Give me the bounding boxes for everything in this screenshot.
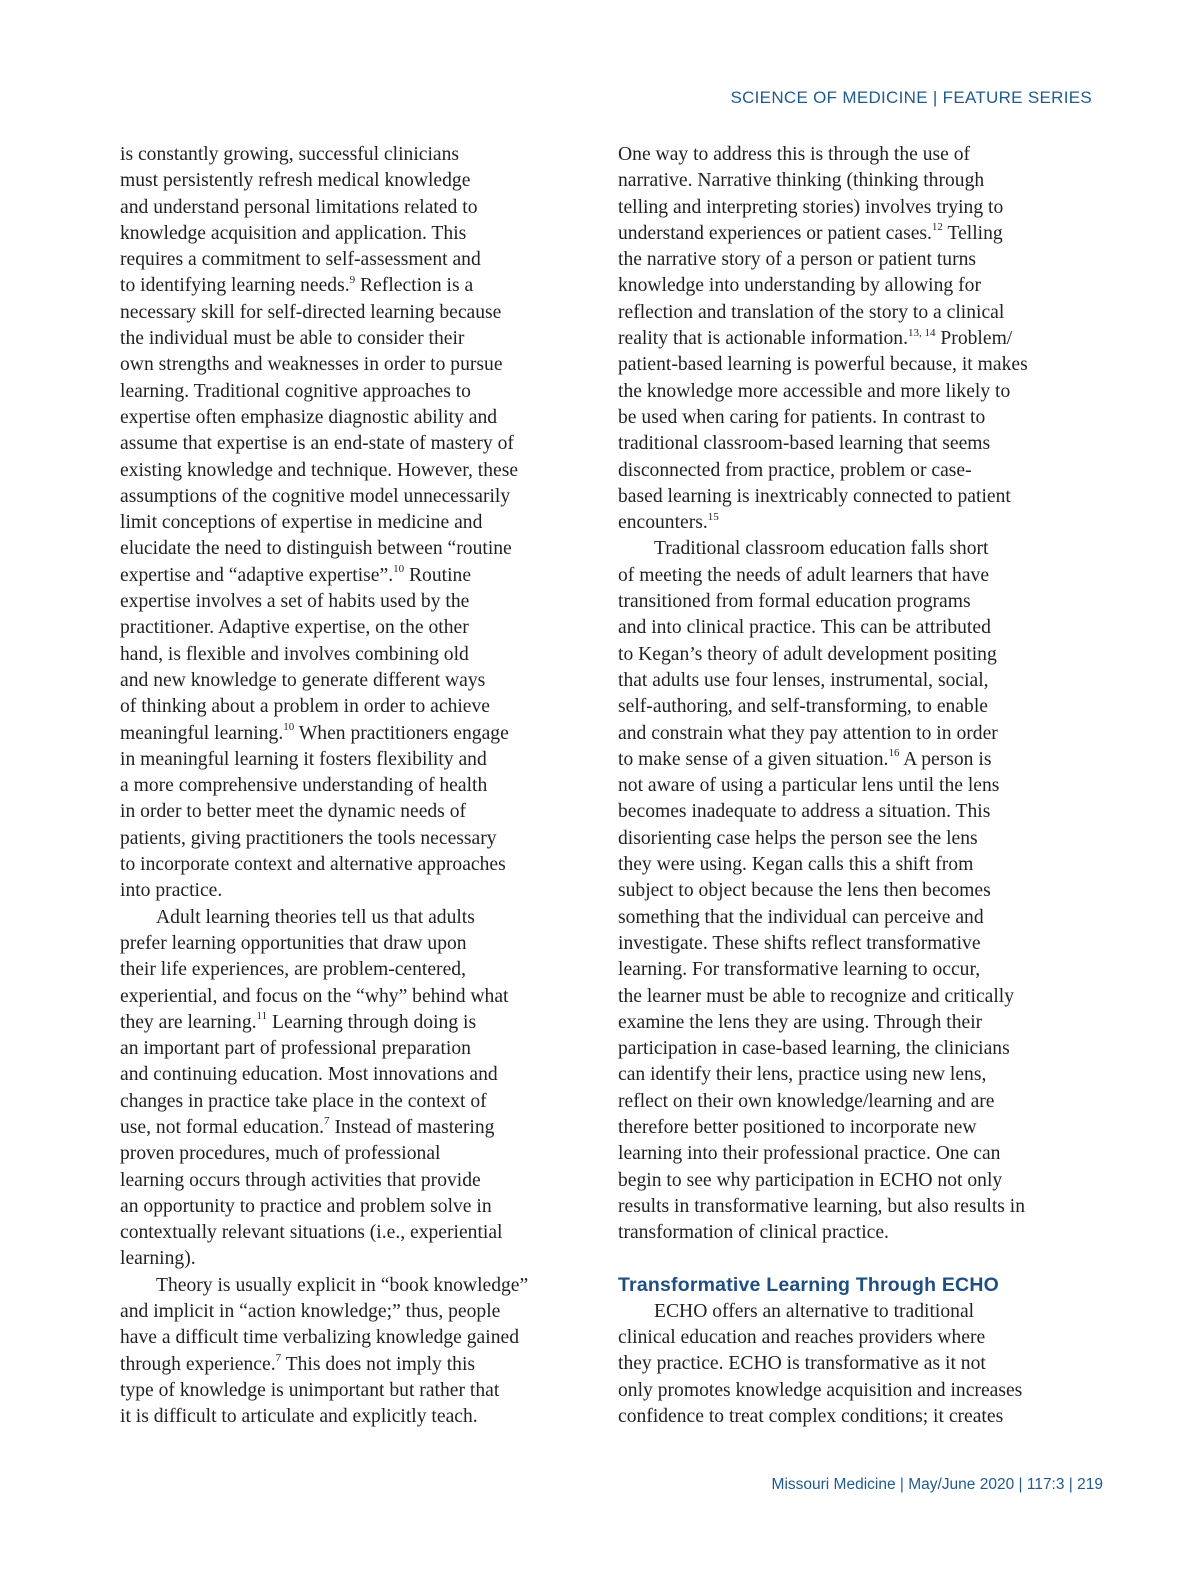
text-line — [120, 799, 560, 825]
text-line — [618, 563, 1068, 589]
text-line — [120, 484, 560, 510]
line-text: knowledge into understanding by allowing for — [618, 275, 981, 297]
line-text: expertise often emphasize diagnostic ability and — [120, 406, 498, 428]
line-text: to identifying learning needs. — [120, 275, 350, 297]
line-text: type of knowledge is unimportant but rather that — [120, 1379, 500, 1401]
line-text: Theory is usually explicit in “book knowledge” — [156, 1274, 529, 1296]
line-text: their life experiences, are problem-centered, — [120, 959, 466, 981]
line-text: reflect on their own knowledge/learning and are — [618, 1090, 995, 1112]
text-line — [120, 1010, 560, 1036]
line-text: the learner must be able to recognize and critically — [618, 985, 1015, 1007]
text-line — [618, 247, 1068, 273]
text-line — [618, 905, 1068, 931]
line-text: experiential, and focus on the “why” behind what — [120, 985, 509, 1007]
text-line — [120, 563, 560, 589]
citation-superscript: 10 — [283, 721, 295, 733]
text-line — [120, 1325, 560, 1351]
line-text: proven procedures, much of professional — [120, 1143, 441, 1165]
text-line — [618, 1325, 1068, 1351]
text-line — [618, 326, 1068, 352]
line-text: existing knowledge and technique. However, these — [120, 459, 519, 481]
line-text: that adults use four lenses, instrumental, social, — [618, 669, 989, 691]
line-text: a more comprehensive understanding of health — [120, 775, 488, 797]
line-text: disorienting case helps the person see the lens — [618, 827, 978, 849]
line-text: an opportunity to practice and problem solve in — [120, 1195, 492, 1217]
text-line — [120, 668, 560, 694]
text-line — [120, 221, 560, 247]
line-text: learning occurs through activities that provide — [120, 1169, 481, 1191]
text-line — [618, 589, 1068, 615]
line-text-continued: Instead of mastering — [329, 1116, 495, 1138]
text-line — [618, 536, 1068, 562]
line-text: understand experiences or patient cases. — [618, 222, 932, 244]
text-line — [120, 773, 560, 799]
text-line — [120, 826, 560, 852]
line-text-continued: When practitioners engage — [294, 722, 509, 744]
line-text: One way to address this is through the use of — [618, 144, 971, 165]
citation-superscript: 7 — [275, 1352, 282, 1365]
line-text: patients, giving practitioners the tools necessary — [120, 827, 497, 849]
text-line — [120, 431, 560, 457]
text-line — [618, 799, 1068, 825]
line-text: becomes inadequate to address a situation. This — [618, 801, 991, 823]
text-line — [120, 1194, 560, 1220]
line-text: into practice. — [120, 880, 223, 902]
text-line — [120, 589, 560, 615]
text-line — [618, 721, 1068, 747]
text-line — [120, 1168, 560, 1194]
line-text: to make sense of a given situation. — [618, 748, 889, 770]
line-text: transitioned from formal education programs — [618, 591, 971, 613]
text-line — [618, 484, 1068, 510]
page-footer: Missouri Medicine | May/June 2020 | 117:3 | 219 — [771, 1476, 1103, 1493]
text-line — [618, 1220, 1068, 1246]
line-text: something that the individual can perceive and — [618, 906, 984, 928]
line-text: practitioner. Adaptive expertise, on the other — [120, 617, 469, 639]
text-line — [618, 1089, 1068, 1115]
section-body — [618, 1299, 1068, 1430]
line-text: and implicit in “action knowledge;” thus, people — [120, 1301, 501, 1323]
text-line — [120, 721, 560, 747]
line-text: not aware of using a particular lens until the lens — [618, 775, 1000, 797]
line-text: and new knowledge to generate different ways — [120, 669, 486, 691]
text-line — [618, 931, 1068, 957]
text-line — [120, 1352, 560, 1378]
line-text: they are learning. — [120, 1011, 257, 1033]
line-text: own strengths and weaknesses in order to pursue — [120, 354, 503, 376]
line-text: learning. For transformative learning to occur, — [618, 959, 981, 981]
text-line — [120, 458, 560, 484]
line-text: assume that expertise is an end-state of mastery of — [120, 433, 514, 455]
text-line — [618, 168, 1068, 194]
line-text: meaningful learning. — [120, 722, 284, 744]
text-line — [120, 905, 560, 931]
line-text: only promotes knowledge acquisition and increases — [618, 1379, 1023, 1401]
text-line — [618, 1378, 1068, 1404]
line-text: they were using. Kegan calls this a shift from — [618, 854, 974, 876]
text-line — [618, 984, 1068, 1010]
text-line — [120, 878, 560, 904]
line-text-continued: Learning through doing is — [267, 1011, 477, 1033]
text-line — [120, 615, 560, 641]
line-text: the narrative story of a person or patient turns — [618, 249, 977, 271]
text-line — [618, 1062, 1068, 1088]
line-text-continued: A person is — [899, 748, 992, 770]
text-line — [618, 1036, 1068, 1062]
line-text: results in transformative learning, but also results in — [618, 1195, 1026, 1217]
line-text-continued: Reflection is a — [355, 275, 474, 297]
line-text: the knowledge more accessible and more likely to — [618, 380, 1011, 402]
text-line — [618, 957, 1068, 983]
text-line — [120, 642, 560, 668]
line-text: must persistently refresh medical knowledge — [120, 170, 471, 192]
line-text: is constantly growing, successful clinicians — [120, 144, 460, 165]
text-line — [120, 379, 560, 405]
right-column — [618, 142, 1068, 1430]
text-line — [618, 878, 1068, 904]
text-line — [120, 1246, 560, 1272]
text-line — [120, 142, 560, 168]
citation-superscript: 12 — [931, 221, 943, 234]
line-text: Adult learning theories tell us that adults — [156, 906, 475, 928]
line-text: expertise and “adaptive expertise”. — [120, 564, 394, 586]
text-line — [618, 1141, 1068, 1167]
text-line — [120, 300, 560, 326]
line-text: begin to see why participation in ECHO not only — [618, 1169, 1003, 1191]
text-line — [120, 326, 560, 352]
text-line — [618, 221, 1068, 247]
text-line — [618, 668, 1068, 694]
line-text: hand, is flexible and involves combining old — [120, 643, 469, 665]
text-line — [618, 405, 1068, 431]
line-text: in meaningful learning it fosters flexibility and — [120, 748, 487, 770]
line-text: they practice. ECHO is transformative as it not — [618, 1353, 986, 1375]
line-text: it is difficult to articulate and explicitly teach. — [120, 1406, 478, 1428]
line-text: and into clinical practice. This can be attributed — [618, 617, 991, 639]
text-line — [120, 694, 560, 720]
line-text: clinical education and reaches providers where — [618, 1327, 986, 1349]
line-text: requires a commitment to self-assessment and — [120, 249, 481, 271]
citation-superscript: 15 — [707, 510, 719, 523]
text-line — [120, 1404, 560, 1430]
line-text: knowledge acquisition and application. This — [120, 222, 467, 244]
line-text: therefore better positioned to incorporate new — [618, 1116, 977, 1138]
text-line — [120, 273, 560, 299]
section-heading: Transformative Learning Through ECHO — [618, 1274, 999, 1297]
text-line — [120, 1378, 560, 1404]
text-line — [618, 826, 1068, 852]
text-line — [120, 1141, 560, 1167]
line-text: learning into their professional practice. One can — [618, 1143, 1001, 1165]
line-text: telling and interpreting stories) involves trying to — [618, 196, 1004, 218]
text-line — [618, 195, 1068, 221]
line-text: of thinking about a problem in order to achieve — [120, 696, 490, 718]
line-text: assumptions of the cognitive model unnecessarily — [120, 485, 511, 507]
line-text: use, not formal education. — [120, 1116, 325, 1138]
text-line — [618, 273, 1068, 299]
line-text: reality that is actionable information. — [618, 328, 909, 350]
line-text-continued: Telling — [942, 222, 1003, 244]
line-text: Traditional classroom education falls short — [654, 538, 989, 560]
left-column — [120, 142, 560, 1431]
line-text: ECHO offers an alternative to traditional — [654, 1300, 975, 1322]
text-line — [120, 957, 560, 983]
right-column-body — [618, 142, 1068, 1246]
line-text: narrative. Narrative thinking (thinking through — [618, 170, 985, 192]
citation-superscript: 9 — [349, 273, 356, 286]
text-line — [618, 142, 1068, 168]
text-line — [120, 405, 560, 431]
text-line — [618, 694, 1068, 720]
line-text: limit conceptions of expertise in medicine and — [120, 512, 483, 534]
line-text: encounters. — [618, 512, 708, 534]
line-text: and continuing education. Most innovations and — [120, 1064, 498, 1086]
line-text: through experience. — [120, 1353, 276, 1375]
text-line — [120, 168, 560, 194]
line-text: prefer learning opportunities that draw upon — [120, 932, 467, 954]
text-line — [120, 1062, 560, 1088]
line-text: an important part of professional preparation — [120, 1038, 471, 1060]
citation-superscript: 10 — [393, 563, 405, 576]
line-text: examine the lens they are using. Through their — [618, 1011, 983, 1033]
citation-superscript: 16 — [888, 747, 900, 760]
text-line — [618, 1168, 1068, 1194]
text-line — [618, 1194, 1068, 1220]
text-line — [120, 984, 560, 1010]
line-text: and understand personal limitations related to — [120, 196, 478, 218]
line-text: have a difficult time verbalizing knowledge gained — [120, 1327, 519, 1349]
line-text-continued: This does not imply this — [281, 1353, 476, 1375]
line-text: to Kegan’s theory of adult development positing — [618, 643, 997, 665]
line-text-continued: Problem/ — [935, 328, 1013, 350]
text-line — [618, 379, 1068, 405]
text-line — [120, 1089, 560, 1115]
text-line — [618, 852, 1068, 878]
line-text: be used when caring for patients. In contrast to — [618, 406, 986, 428]
text-line — [120, 1220, 560, 1246]
line-text: contextually relevant situations (i.e., experiential — [120, 1222, 503, 1244]
text-line — [618, 300, 1068, 326]
citation-superscript: 13, 14 — [908, 326, 936, 339]
line-text: can identify their lens, practice using new lens, — [618, 1064, 987, 1086]
line-text-continued: Routine — [404, 564, 472, 586]
line-text: confidence to treat complex conditions; it creates — [618, 1405, 1004, 1427]
line-text: and constrain what they pay attention to in order — [618, 722, 998, 744]
citation-superscript: 11 — [256, 1010, 268, 1023]
text-line — [618, 773, 1068, 799]
line-text: participation in case-based learning, the clinicians — [618, 1038, 1010, 1060]
line-text: in order to better meet the dynamic needs of — [120, 801, 467, 823]
text-line — [120, 1273, 560, 1299]
line-text: the individual must be able to consider their — [120, 328, 465, 350]
line-text: self-authoring, and self-transforming, to enable — [618, 696, 988, 718]
text-line — [120, 931, 560, 957]
text-line — [120, 352, 560, 378]
line-text: disconnected from practice, problem or case- — [618, 459, 972, 481]
line-text: subject to object because the lens then becomes — [618, 880, 991, 902]
text-line — [120, 195, 560, 221]
citation-superscript: 7 — [324, 1115, 330, 1128]
line-text: elucidate the need to distinguish between “routine — [120, 538, 512, 560]
text-line — [618, 352, 1068, 378]
line-text: learning). — [120, 1248, 196, 1270]
line-text: traditional classroom-based learning that seems — [618, 433, 991, 455]
text-line — [618, 615, 1068, 641]
text-line — [120, 536, 560, 562]
text-line — [120, 852, 560, 878]
line-text: investigate. These shifts reflect transformative — [618, 932, 981, 954]
text-line — [618, 510, 1068, 536]
text-line — [618, 1010, 1068, 1036]
line-text: of meeting the needs of adult learners that have — [618, 564, 990, 586]
line-text: expertise involves a set of habits used by the — [120, 591, 470, 613]
running-head: SCIENCE OF MEDICINE | FEATURE SERIES — [730, 88, 1092, 107]
text-line — [120, 1036, 560, 1062]
text-line — [618, 431, 1068, 457]
line-text: based learning is inextricably connected to patient — [618, 485, 1011, 507]
line-text: patient-based learning is powerful because, it makes — [618, 354, 1028, 376]
text-line — [120, 1115, 560, 1141]
text-line — [618, 642, 1068, 668]
line-text: reflection and translation of the story to a clinical — [618, 301, 1005, 323]
line-text: changes in practice take place in the context of — [120, 1090, 487, 1112]
line-text: necessary skill for self-directed learning because — [120, 301, 502, 323]
text-line — [618, 747, 1068, 773]
line-text: transformation of clinical practice. — [618, 1222, 889, 1244]
line-text: to incorporate context and alternative approaches — [120, 854, 506, 876]
text-line — [120, 747, 560, 773]
text-line — [120, 510, 560, 536]
text-line — [618, 1351, 1068, 1377]
text-line — [618, 1299, 1068, 1325]
line-text: learning. Traditional cognitive approaches to — [120, 380, 471, 402]
text-line — [120, 1299, 560, 1325]
text-line — [618, 458, 1068, 484]
text-line — [618, 1115, 1068, 1141]
text-line — [120, 247, 560, 273]
text-line — [618, 1404, 1068, 1430]
